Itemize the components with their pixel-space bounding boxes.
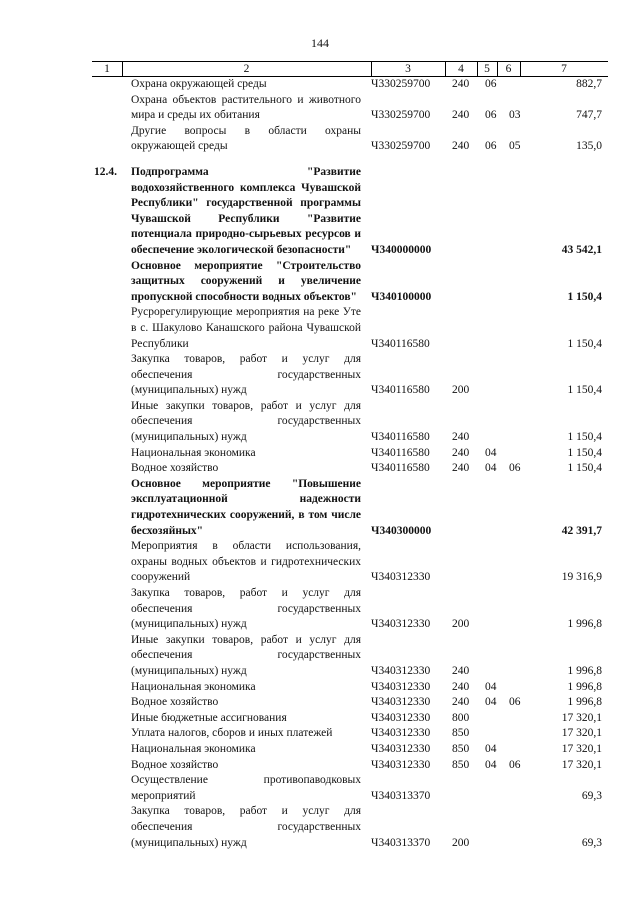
amount: 17 320,1 <box>561 727 602 740</box>
target-article-code: Ч340312330 <box>371 664 431 677</box>
amount: 135,0 <box>576 140 602 153</box>
amount: 1 996,8 <box>567 618 602 631</box>
section-code: 06 <box>485 140 497 153</box>
amount: 1 996,8 <box>567 696 602 709</box>
subsection-code: 06 <box>509 758 521 771</box>
amount: 1 150,4 <box>567 384 602 397</box>
row-description: Закупка товаров, работ и услуг для обеспечения государственных (муниципальных) нужд <box>131 353 361 397</box>
table-row <box>0 165 640 259</box>
target-article-code: Ч330259700 <box>371 140 431 153</box>
amount: 42 391,7 <box>561 524 602 537</box>
section-code: 04 <box>485 462 497 475</box>
table-row <box>0 77 640 93</box>
row-description: Национальная экономика <box>131 742 256 755</box>
subsection-code: 03 <box>509 109 521 122</box>
section-code: 04 <box>485 680 497 693</box>
amount: 1 150,4 <box>567 290 602 303</box>
table-row <box>0 711 640 727</box>
table-row <box>0 758 640 774</box>
target-article-code: Ч340116580 <box>371 337 430 350</box>
row-description: Водное хозяйство <box>131 696 219 709</box>
row-number: 12.4. <box>94 165 117 178</box>
table-row <box>0 305 640 352</box>
amount: 69,3 <box>581 789 602 802</box>
target-article-code: Ч340312330 <box>371 618 431 631</box>
row-description: Национальная экономика <box>131 680 256 693</box>
section-code: 04 <box>485 446 497 459</box>
target-article-code: Ч330259700 <box>371 109 431 122</box>
target-article-code: Ч340312330 <box>371 696 431 709</box>
row-description: Иные бюджетные ассигнования <box>131 711 287 724</box>
row-description: Основное мероприятие "Повышение эксплуатационной надежности гидротехнических сооружений, в том числе бесхозяйных" <box>131 477 361 537</box>
row-description: Закупка товаров, работ и услуг для обеспечения государственных (муниципальных) нужд <box>131 587 361 631</box>
target-article-code: Ч340000000 <box>371 243 432 256</box>
row-description: Осуществление противопаводковых мероприятий <box>131 774 361 802</box>
table-row <box>0 461 640 477</box>
expense-type-code: 240 <box>452 78 470 90</box>
header-col-7: 7 <box>561 63 567 75</box>
amount: 43 542,1 <box>561 243 602 256</box>
row-description: Водное хозяйство <box>131 758 219 771</box>
row-description: Иные закупки товаров, работ и услуг для обеспечения государственных (муниципальных) нужд <box>131 633 361 677</box>
target-article-code: Ч340312330 <box>371 758 431 771</box>
amount: 1 150,4 <box>567 462 602 475</box>
subsection-code: 05 <box>509 140 521 153</box>
target-article-code: Ч340312330 <box>371 742 431 755</box>
row-description: Мероприятия в области использования, охраны водных объектов и гидротехнических сооружений <box>131 540 361 584</box>
budget-table-body <box>0 77 640 851</box>
row-description: Охрана объектов растительного и животного мира и среды их обитания <box>131 93 361 122</box>
expense-type-code: 240 <box>452 664 470 677</box>
expense-type-code: 850 <box>452 742 470 755</box>
target-article-code: Ч340312330 <box>371 680 431 693</box>
table-row <box>0 539 640 586</box>
expense-type-code: 240 <box>452 109 470 122</box>
table-row <box>0 352 640 399</box>
table-header <box>92 61 608 77</box>
section-code: 04 <box>485 742 497 755</box>
header-col-5: 5 <box>484 63 490 75</box>
table-row <box>0 726 640 742</box>
row-description: Подпрограмма "Развитие водохозяйственного комплекса Чувашской Республики" государственной программы Чувашской Республики "Развитие потенциала природно-сырьевых ресурсов и обеспечение экологической безопасности" <box>131 165 361 256</box>
amount: 17 320,1 <box>561 742 602 755</box>
header-col-4: 4 <box>458 63 464 75</box>
amount: 69,3 <box>581 836 602 849</box>
target-article-code: Ч340312330 <box>371 727 431 740</box>
table-row <box>0 742 640 758</box>
amount: 1 996,8 <box>567 664 602 677</box>
amount: 17 320,1 <box>561 711 602 724</box>
row-description: Другие вопросы в области охраны окружающей среды <box>131 124 361 153</box>
table-row <box>0 399 640 446</box>
subsection-code: 06 <box>509 462 521 475</box>
target-article-code: Ч340300000 <box>371 524 432 537</box>
table-row <box>0 446 640 462</box>
section-code: 06 <box>485 78 497 90</box>
table-row <box>0 680 640 696</box>
section-code: 06 <box>485 109 497 122</box>
section-code: 04 <box>485 758 497 771</box>
subsection-code: 06 <box>509 696 521 709</box>
target-article-code: Ч330259700 <box>371 78 431 90</box>
table-row <box>0 695 640 711</box>
section-code: 04 <box>485 696 497 709</box>
table-row <box>0 259 640 306</box>
expense-type-code: 200 <box>452 384 470 397</box>
amount: 747,7 <box>576 109 602 122</box>
amount: 1 150,4 <box>567 446 602 459</box>
amount: 17 320,1 <box>561 758 602 771</box>
expense-type-code: 240 <box>452 696 470 709</box>
row-description: Водное хозяйство <box>131 462 219 475</box>
table-row <box>0 124 640 155</box>
header-col-1: 1 <box>104 63 110 75</box>
amount: 19 316,9 <box>561 571 602 584</box>
row-description: Уплата налогов, сборов и иных платежей <box>131 727 333 740</box>
page-number: 144 <box>311 36 329 50</box>
row-description: Охрана окружающей среды <box>131 78 267 90</box>
header-col-3: 3 <box>405 63 411 75</box>
header-col-6: 6 <box>505 63 512 75</box>
row-description: Основное мероприятие "Строительство защитных сооружений и увеличение пропускной способности водных объектов" <box>131 259 361 303</box>
table-row <box>0 804 640 851</box>
row-description: Иные закупки товаров, работ и услуг для обеспечения государственных (муниципальных) нужд <box>131 399 361 444</box>
row-description: Русрорегулирующие мероприятия на реке Уте в с. Шакулово Канашского района Чувашской Республики <box>131 306 361 350</box>
expense-type-code: 800 <box>452 711 470 724</box>
row-description: Национальная экономика <box>131 446 256 459</box>
expense-type-code: 240 <box>452 431 470 444</box>
amount: 1 150,4 <box>567 337 602 350</box>
expense-type-code: 240 <box>452 446 470 459</box>
expense-type-code: 200 <box>452 618 470 631</box>
target-article-code: Ч340313370 <box>371 789 431 802</box>
header-col-2: 2 <box>243 63 250 75</box>
target-article-code: Ч340100000 <box>371 290 432 303</box>
table-row <box>0 477 640 539</box>
table-row <box>0 633 640 680</box>
table-row <box>0 93 640 124</box>
table-row <box>0 773 640 804</box>
target-article-code: Ч340312330 <box>371 571 431 584</box>
target-article-code: Ч340116580 <box>371 462 430 475</box>
target-article-code: Ч340116580 <box>371 431 430 444</box>
expense-type-code: 240 <box>452 680 470 693</box>
expense-type-code: 850 <box>452 758 470 771</box>
expense-type-code: 240 <box>452 462 470 475</box>
amount: 882,7 <box>576 78 602 90</box>
table-row <box>0 586 640 633</box>
amount: 1 996,8 <box>567 680 602 693</box>
target-article-code: Ч340116580 <box>371 446 430 459</box>
target-article-code: Ч340313370 <box>371 836 431 849</box>
target-article-code: Ч340116580 <box>371 384 430 397</box>
amount: 1 150,4 <box>567 431 602 444</box>
row-description: Закупка товаров, работ и услуг для обеспечения государственных (муниципальных) нужд <box>131 805 361 849</box>
expense-type-code: 240 <box>452 140 470 153</box>
expense-type-code: 850 <box>452 727 470 740</box>
target-article-code: Ч340312330 <box>371 711 431 724</box>
expense-type-code: 200 <box>452 836 470 849</box>
